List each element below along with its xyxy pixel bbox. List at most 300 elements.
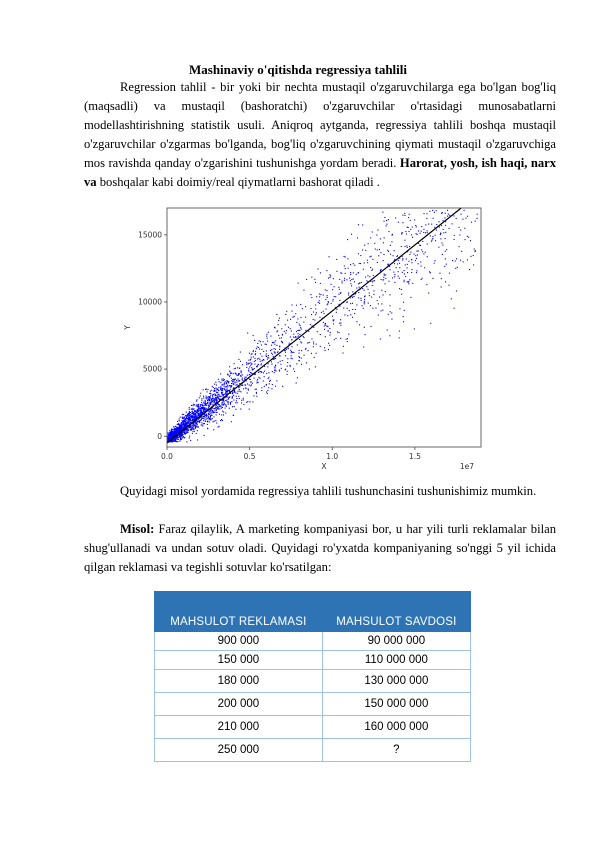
scatter-point <box>423 229 424 230</box>
scatter-point <box>411 269 412 270</box>
scatter-point <box>183 414 184 415</box>
scatter-point <box>436 210 437 211</box>
scatter-point <box>415 255 416 256</box>
scatter-point <box>193 404 194 405</box>
scatter-point <box>189 417 190 418</box>
scatter-point <box>382 310 383 311</box>
scatter-point <box>369 276 370 277</box>
scatter-point <box>249 379 250 380</box>
scatter-point <box>354 313 355 314</box>
scatter-point <box>311 353 312 354</box>
scatter-point <box>236 375 237 376</box>
scatter-point <box>191 428 192 429</box>
scatter-point <box>191 409 192 410</box>
scatter-point <box>287 362 288 363</box>
scatter-point <box>364 303 365 304</box>
scatter-point <box>445 238 446 239</box>
scatter-point <box>242 364 243 365</box>
scatter-point <box>441 225 442 226</box>
scatter-point <box>401 234 402 235</box>
scatter-point <box>261 356 262 357</box>
scatter-point <box>238 374 239 375</box>
scatter-point <box>205 397 206 398</box>
scatter-point <box>222 407 223 408</box>
scatter-point <box>198 413 199 414</box>
scatter-point <box>384 237 385 238</box>
scatter-point <box>204 405 205 406</box>
scatter-point <box>332 316 333 317</box>
scatter-point <box>427 244 428 245</box>
scatter-point <box>315 282 316 283</box>
scatter-point <box>293 352 294 353</box>
scatter-point <box>201 419 202 420</box>
scatter-point <box>327 326 328 327</box>
scatter-point <box>282 386 283 387</box>
scatter-point <box>181 422 182 423</box>
scatter-point <box>441 286 442 287</box>
scatter-point <box>452 260 453 261</box>
scatter-point <box>408 261 409 262</box>
scatter-point <box>418 263 419 264</box>
scatter-point <box>182 427 183 428</box>
scatter-point <box>329 274 330 275</box>
scatter-point <box>275 386 276 387</box>
scatter-point <box>383 242 384 243</box>
scatter-point <box>399 337 400 338</box>
scatter-point <box>335 296 336 297</box>
scatter-point <box>319 317 320 318</box>
scatter-point <box>176 432 177 433</box>
scatter-point <box>291 355 292 356</box>
scatter-point <box>270 380 271 381</box>
scatter-point <box>451 298 452 299</box>
scatter-point <box>342 282 343 283</box>
scatter-point <box>394 250 395 251</box>
scatter-point <box>189 413 190 414</box>
scatter-point <box>180 425 181 426</box>
scatter-point <box>315 305 316 306</box>
scatter-point <box>456 218 457 219</box>
scatter-point <box>436 229 437 230</box>
scatter-point <box>240 391 241 392</box>
scatter-point <box>345 273 346 274</box>
scatter-point <box>239 389 240 390</box>
scatter-point <box>390 254 391 255</box>
scatter-point <box>399 263 400 264</box>
scatter-point <box>227 381 228 382</box>
scatter-point <box>184 418 185 419</box>
scatter-point <box>209 411 210 412</box>
scatter-point <box>258 358 259 359</box>
scatter-point <box>319 293 320 294</box>
scatter-point <box>171 429 172 430</box>
scatter-point <box>278 335 279 336</box>
scatter-point <box>349 310 350 311</box>
scatter-point <box>384 217 385 218</box>
table-row <box>155 670 471 693</box>
scatter-point <box>219 381 220 382</box>
scatter-point <box>381 290 382 291</box>
scatter-point <box>380 238 381 239</box>
scatter-point <box>201 407 202 408</box>
scatter-point <box>208 399 209 400</box>
scatter-point <box>328 343 329 344</box>
scatter-point <box>273 342 274 343</box>
scatter-point <box>268 363 269 364</box>
scatter-point <box>421 226 422 227</box>
scatter-point <box>328 301 329 302</box>
scatter-point <box>254 378 255 379</box>
scatter-point <box>390 245 391 246</box>
scatter-point <box>208 405 209 406</box>
scatter-point <box>405 231 406 232</box>
scatter-point <box>416 233 417 234</box>
scatter-point <box>254 364 255 365</box>
scatter-point <box>403 302 404 303</box>
scatter-point <box>310 294 311 295</box>
scatter-point <box>226 386 227 387</box>
scatter-point <box>201 404 202 405</box>
scatter-point <box>266 334 267 335</box>
scatter-point <box>212 394 213 395</box>
scatter-point <box>172 434 173 435</box>
scatter-point <box>383 294 384 295</box>
scatter-point <box>231 401 232 402</box>
scatter-point <box>294 371 295 372</box>
scatter-point <box>357 237 358 238</box>
scatter-point <box>430 323 431 324</box>
scatter-point <box>182 421 183 422</box>
scatter-point <box>225 408 226 409</box>
scatter-point <box>338 294 339 295</box>
scatter-point <box>299 350 300 351</box>
scatter-point <box>169 430 170 431</box>
scatter-point <box>350 274 351 275</box>
scatter-point <box>261 349 262 350</box>
scatter-point <box>229 385 230 386</box>
scatter-point <box>214 421 215 422</box>
scatter-point <box>460 230 461 231</box>
scatter-point <box>194 431 195 432</box>
scatter-point <box>238 380 239 381</box>
scatter-point <box>296 337 297 338</box>
scatter-point <box>212 386 213 387</box>
scatter-point <box>296 363 297 364</box>
scatter-point <box>287 320 288 321</box>
scatter-point <box>358 272 359 273</box>
scatter-point <box>306 279 307 280</box>
scatter-point <box>179 428 180 429</box>
scatter-point <box>168 432 169 433</box>
scatter-point <box>209 399 210 400</box>
scatter-point <box>344 280 345 281</box>
scatter-point <box>305 349 306 350</box>
scatter-point <box>328 349 329 350</box>
scatter-point <box>443 229 444 230</box>
scatter-point <box>340 325 341 326</box>
scatter-point <box>206 403 207 404</box>
scatter-point <box>407 281 408 282</box>
scatter-point <box>250 365 251 366</box>
scatter-point <box>336 312 337 313</box>
scatter-point <box>338 332 339 333</box>
scatter-point <box>372 281 373 282</box>
scatter-point <box>257 379 258 380</box>
scatter-point <box>211 390 212 391</box>
scatter-point <box>326 326 327 327</box>
scatter-point <box>347 338 348 339</box>
scatter-point <box>284 331 285 332</box>
scatter-point <box>238 359 239 360</box>
scatter-point <box>240 352 241 353</box>
scatter-point <box>169 435 170 436</box>
scatter-point <box>196 417 197 418</box>
scatter-point <box>235 409 236 410</box>
scatter-point <box>245 385 246 386</box>
scatter-point <box>208 416 209 417</box>
scatter-point <box>205 409 206 410</box>
scatter-point <box>407 227 408 228</box>
scatter-point <box>321 312 322 313</box>
scatter-point <box>314 320 315 321</box>
scatter-point <box>379 249 380 250</box>
scatter-point <box>293 368 294 369</box>
scatter-point <box>266 350 267 351</box>
scatter-point <box>467 216 468 217</box>
scatter-point <box>232 392 233 393</box>
scatter-point <box>218 387 219 388</box>
scatter-point <box>424 267 425 268</box>
scatter-point <box>219 396 220 397</box>
intro-text-1: Regression tahlil - bir yoki bir nechta mustaqil o'zgaruvchilarga ega bo'lgan bog'liq (maqsadli) va mustaqil (bashoratchi) o'zgaruvchilar o'rtasidagi munosabatlarni modellashtirishning statistik usuli. Aniqroq aytganda, regressiya tahlili boshqa mustaqil o'zgaruvchilar o'zgarmas bo'lganda, bog'liq o'zgaruvchining qiymati mustaqil o'zgaruvchiga mos ravishda qanday o'zgarishini tushunishga yordam beradi. <box>84 80 556 170</box>
scatter-point <box>293 337 294 338</box>
scatter-point <box>390 269 391 270</box>
scatter-point <box>362 288 363 289</box>
scatter-point <box>333 323 334 324</box>
scatter-point <box>267 366 268 367</box>
scatter-point <box>234 392 235 393</box>
advertising-sales-table <box>154 591 471 762</box>
scatter-point <box>209 402 210 403</box>
scatter-point <box>424 213 425 214</box>
scatter-point <box>233 383 234 384</box>
scatter-point <box>378 255 379 256</box>
scatter-point <box>417 234 418 235</box>
scatter-point <box>277 330 278 331</box>
scatter-point <box>223 411 224 412</box>
scatter-point <box>213 429 214 430</box>
scatter-point <box>293 334 294 335</box>
scatter-point <box>233 415 234 416</box>
scatter-point <box>179 441 180 442</box>
scatter-point <box>460 260 461 261</box>
scatter-point <box>186 417 187 418</box>
scatter-point <box>245 388 246 389</box>
scatter-point <box>320 334 321 335</box>
scatter-point <box>236 396 237 397</box>
scatter-point <box>266 373 267 374</box>
scatter-point <box>407 272 408 273</box>
scatter-point <box>248 388 249 389</box>
scatter-point <box>255 374 256 375</box>
scatter-point <box>189 436 190 437</box>
scatter-point <box>291 339 292 340</box>
scatter-point <box>360 263 361 264</box>
x-offset-label: 1e7 <box>459 462 475 471</box>
scatter-point <box>350 272 351 273</box>
scatter-point <box>289 343 290 344</box>
scatter-point <box>228 398 229 399</box>
scatter-point <box>224 403 225 404</box>
scatter-point <box>384 274 385 275</box>
scatter-point <box>432 238 433 239</box>
scatter-point <box>251 357 252 358</box>
scatter-point <box>456 258 457 259</box>
scatter-point <box>369 256 370 257</box>
scatter-point <box>177 441 178 442</box>
scatter-point <box>187 431 188 432</box>
scatter-point <box>425 252 426 253</box>
scatter-point <box>260 353 261 354</box>
scatter-point <box>202 407 203 408</box>
scatter-point <box>182 424 183 425</box>
scatter-point <box>412 237 413 238</box>
scatter-point <box>329 345 330 346</box>
scatter-point <box>220 373 221 374</box>
scatter-point <box>213 408 214 409</box>
scatter-point <box>396 267 397 268</box>
scatter-point <box>222 389 223 390</box>
scatter-point <box>209 405 210 406</box>
scatter-point <box>376 235 377 236</box>
scatter-point <box>239 380 240 381</box>
scatter-point <box>311 308 312 309</box>
scatter-point <box>190 430 191 431</box>
scatter-point <box>204 423 205 424</box>
scatter-point <box>393 272 394 273</box>
scatter-point <box>326 309 327 310</box>
scatter-point <box>261 390 262 391</box>
scatter-point <box>175 434 176 435</box>
scatter-point <box>385 283 386 284</box>
scatter-point <box>210 415 211 416</box>
scatter-point <box>327 304 328 305</box>
scatter-point <box>179 437 180 438</box>
scatter-point <box>336 271 337 272</box>
scatter-point <box>179 436 180 437</box>
scatter-point <box>227 380 228 381</box>
scatter-point <box>227 393 228 394</box>
scatter-point <box>298 356 299 357</box>
scatter-point <box>416 251 417 252</box>
scatter-point <box>377 230 378 231</box>
scatter-point <box>218 408 219 409</box>
scatter-point <box>190 440 191 441</box>
scatter-point <box>358 283 359 284</box>
scatter-point <box>345 257 346 258</box>
scatter-point <box>280 361 281 362</box>
scatter-point <box>302 308 303 309</box>
table-row <box>155 716 471 739</box>
scatter-point <box>452 223 453 224</box>
scatter-point <box>177 427 178 428</box>
scatter-point <box>399 267 400 268</box>
scatter-point <box>358 297 359 298</box>
scatter-point <box>473 255 474 256</box>
scatter-point <box>350 283 351 284</box>
scatter-point <box>236 398 237 399</box>
scatter-point <box>230 372 231 373</box>
scatter-point <box>253 356 254 357</box>
scatter-point <box>385 274 386 275</box>
scatter-point <box>224 383 225 384</box>
scatter-point <box>183 436 184 437</box>
scatter-point <box>297 318 298 319</box>
scatter-point <box>252 383 253 384</box>
scatter-point <box>421 279 422 280</box>
scatter-point <box>233 381 234 382</box>
scatter-point <box>191 405 192 406</box>
scatter-point <box>255 353 256 354</box>
scatter-point <box>214 398 215 399</box>
scatter-point <box>251 367 252 368</box>
scatter-point <box>275 370 276 371</box>
scatter-point <box>382 212 383 213</box>
cell-sales: 150 000 000 <box>322 693 470 716</box>
scatter-point <box>325 324 326 325</box>
scatter-point <box>351 279 352 280</box>
scatter-point <box>311 338 312 339</box>
scatter-point <box>172 440 173 441</box>
scatter-point <box>265 355 266 356</box>
scatter-point <box>185 421 186 422</box>
scatter-point <box>197 399 198 400</box>
scatter-point <box>226 400 227 401</box>
scatter-point <box>212 404 213 405</box>
scatter-point <box>430 235 431 236</box>
scatter-point <box>182 418 183 419</box>
scatter-point <box>385 291 386 292</box>
scatter-point <box>242 380 243 381</box>
scatter-point <box>248 368 249 369</box>
cell-sales: 130 000 000 <box>322 670 470 693</box>
scatter-point <box>231 386 232 387</box>
scatter-point <box>432 239 433 240</box>
scatter-point <box>179 420 180 421</box>
scatter-point <box>386 220 387 221</box>
scatter-point <box>215 420 216 421</box>
scatter-point <box>188 418 189 419</box>
scatter-point <box>182 417 183 418</box>
scatter-point <box>256 389 257 390</box>
scatter-point <box>349 278 350 279</box>
scatter-point <box>402 260 403 261</box>
scatter-point <box>257 365 258 366</box>
scatter-point <box>213 387 214 388</box>
scatter-point <box>256 393 257 394</box>
scatter-point <box>238 391 239 392</box>
scatter-point <box>206 419 207 420</box>
scatter-point <box>287 371 288 372</box>
scatter-point <box>219 399 220 400</box>
scatter-point <box>189 427 190 428</box>
scatter-point <box>353 296 354 297</box>
scatter-point <box>203 418 204 419</box>
scatter-point <box>274 327 275 328</box>
scatter-point <box>274 351 275 352</box>
scatter-point <box>197 424 198 425</box>
scatter-point <box>368 303 369 304</box>
